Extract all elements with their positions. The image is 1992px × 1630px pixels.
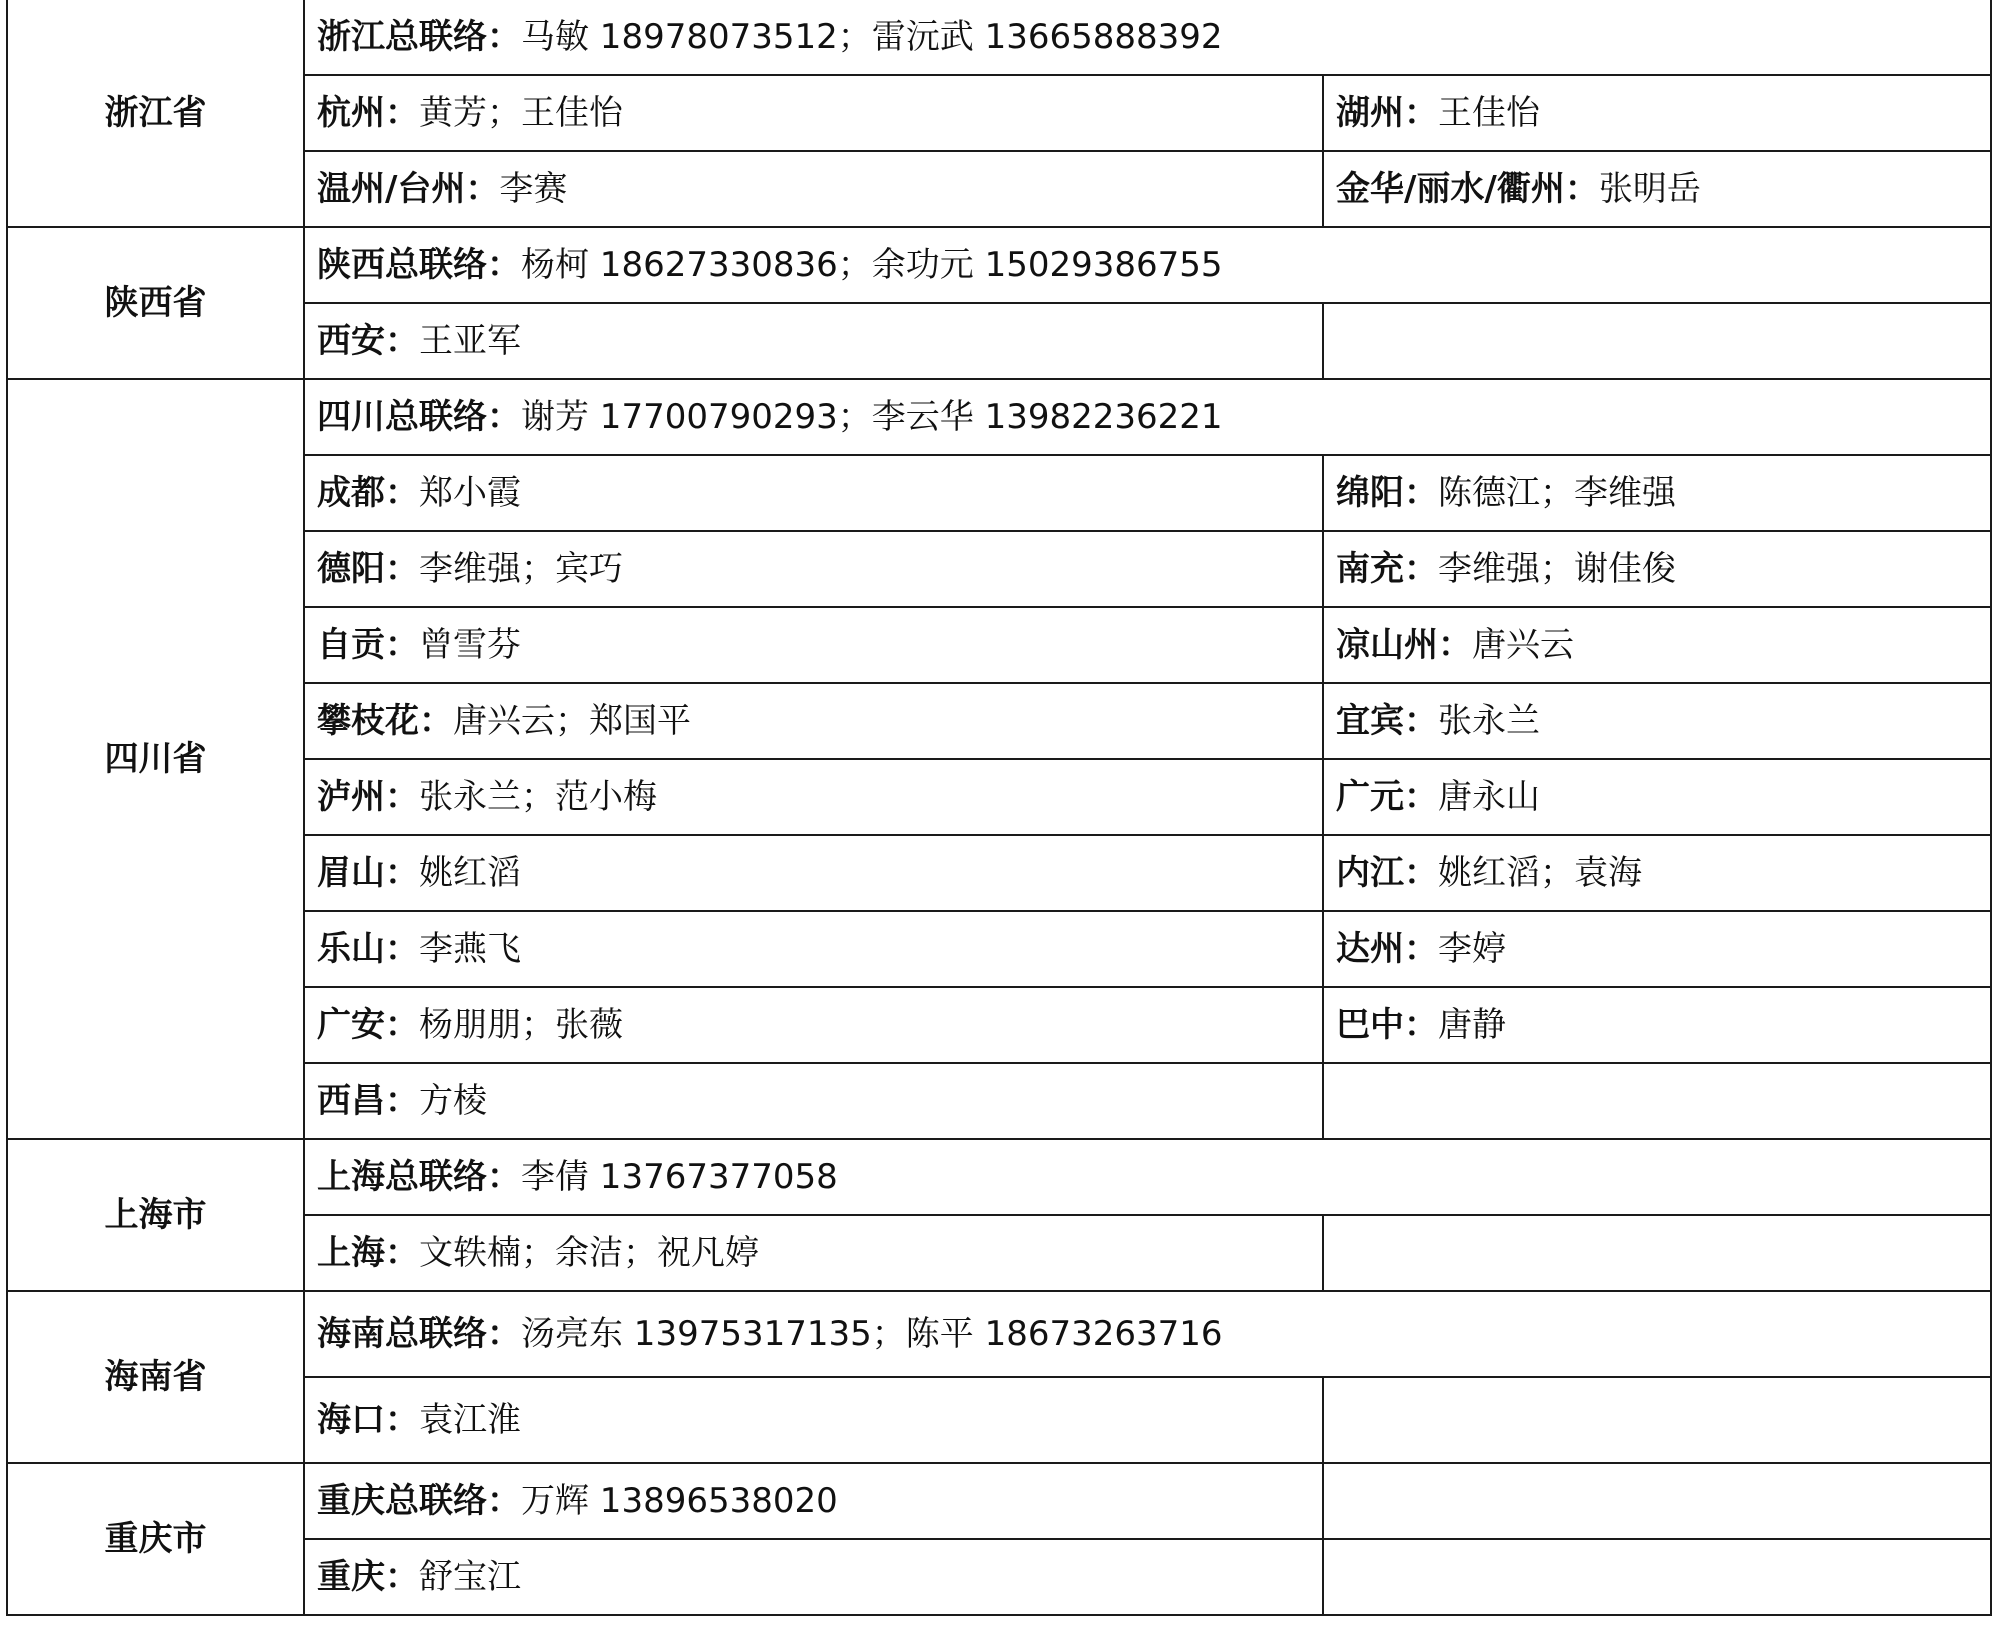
contact-label: 海南总联络 — [317, 1314, 487, 1354]
contact-names: 李燕飞 — [419, 929, 521, 969]
label-separator: ： — [419, 701, 453, 741]
contact-cell — [1323, 607, 1991, 683]
label-separator: ： — [487, 397, 521, 437]
contact-names: 姚红滔；袁海 — [1438, 853, 1642, 893]
label-separator: ： — [385, 321, 419, 361]
label-separator: ： — [487, 245, 521, 285]
contact-label: 内江 — [1336, 853, 1404, 893]
label-separator: ： — [385, 777, 419, 817]
label-separator: ： — [487, 1157, 521, 1197]
contact-names: 唐兴云 — [1472, 625, 1574, 665]
contact-names: 张永兰；范小梅 — [419, 777, 657, 817]
contact-names: 李维强；宾巧 — [419, 549, 623, 589]
label-separator: ： — [487, 1314, 521, 1354]
label-separator: ： — [385, 1081, 419, 1121]
label-separator: ： — [385, 1233, 419, 1273]
province-name: 上海市 — [7, 1139, 304, 1291]
contact-label: 金华/丽水/衢州 — [1336, 169, 1565, 209]
label-separator: ： — [385, 853, 419, 893]
contact-cell — [304, 759, 1323, 835]
contact-label: 乐山 — [317, 929, 385, 969]
contact-cell — [304, 151, 1323, 227]
city-row — [7, 987, 1991, 1063]
label-separator: ： — [465, 169, 500, 209]
contact-label: 海口 — [317, 1400, 385, 1440]
city-row — [7, 835, 1991, 911]
contact-label: 浙江总联络 — [317, 17, 487, 57]
contact-cell — [1323, 911, 1991, 987]
label-separator: ： — [1404, 853, 1438, 893]
city-row — [7, 455, 1991, 531]
province-general-row — [7, 1291, 1991, 1377]
province-name: 陕西省 — [7, 227, 304, 379]
contact-label: 西昌 — [317, 1081, 385, 1121]
contact-label: 德阳 — [317, 549, 385, 589]
contact-label: 温州/台州 — [317, 169, 466, 209]
contact-names: 袁江淮 — [419, 1400, 521, 1440]
city-row — [7, 1539, 1991, 1615]
label-separator: ： — [1404, 549, 1438, 589]
contact-names: 汤亮东 13975317135；陈平 18673263716 — [521, 1314, 1223, 1354]
contact-names: 李赛 — [499, 169, 568, 209]
label-separator: ： — [1404, 929, 1438, 969]
general-contact-cell — [304, 227, 1991, 303]
contact-cell — [304, 607, 1323, 683]
contact-cell — [304, 75, 1323, 151]
contact-cell — [1323, 455, 1991, 531]
empty-cell — [1323, 1463, 1991, 1539]
general-contact-cell — [304, 0, 1991, 75]
province-name: 海南省 — [7, 1291, 304, 1463]
empty-cell — [1323, 1539, 1991, 1615]
contact-cell — [304, 1539, 1323, 1615]
label-separator: ： — [385, 1557, 419, 1597]
empty-cell — [1323, 1063, 1991, 1139]
contact-label: 眉山 — [317, 853, 385, 893]
contact-label: 绵阳 — [1336, 473, 1404, 513]
contact-names: 李倩 13767377058 — [521, 1157, 838, 1197]
contact-cell — [304, 835, 1323, 911]
label-separator: ： — [385, 625, 419, 665]
contact-names: 唐永山 — [1438, 777, 1540, 817]
label-separator: ： — [1404, 1005, 1438, 1045]
label-separator: ： — [1404, 701, 1438, 741]
province-name: 四川省 — [7, 379, 304, 1139]
contact-cell — [304, 1377, 1323, 1463]
contact-names: 唐静 — [1438, 1005, 1506, 1045]
contact-names: 张明岳 — [1598, 169, 1701, 209]
contact-cell — [304, 683, 1323, 759]
contact-cell — [304, 1215, 1323, 1291]
contact-label: 成都 — [317, 473, 385, 513]
province-name: 浙江省 — [7, 0, 304, 227]
contact-names: 张永兰 — [1438, 701, 1540, 741]
contact-cell — [304, 1063, 1323, 1139]
city-row — [7, 1063, 1991, 1139]
contact-cell — [304, 531, 1323, 607]
contact-cell — [1323, 151, 1991, 227]
contact-label: 泸州 — [317, 777, 385, 817]
contact-label: 自贡 — [317, 625, 385, 665]
contact-label: 南充 — [1336, 549, 1404, 589]
contact-label: 凉山州 — [1336, 625, 1438, 665]
contact-label: 上海 — [317, 1233, 385, 1273]
contact-names: 杨柯 18627330836；余功元 15029386755 — [521, 245, 1223, 285]
contact-cell — [304, 455, 1323, 531]
contact-names: 李婷 — [1438, 929, 1506, 969]
general-contact-cell — [304, 1139, 1991, 1215]
province-general-row — [7, 379, 1991, 455]
contact-names: 谢芳 17700790293；李云华 13982236221 — [521, 397, 1223, 437]
contact-cell — [304, 911, 1323, 987]
label-separator: ： — [1404, 93, 1438, 133]
label-separator: ： — [1438, 625, 1472, 665]
contact-names: 王佳怡 — [1438, 93, 1540, 133]
general-contact-cell — [304, 1463, 1323, 1539]
contact-cell — [1323, 683, 1991, 759]
empty-cell — [1323, 1377, 1991, 1463]
contact-label: 重庆 — [317, 1557, 385, 1597]
contact-names: 文轶楠；余洁；祝凡婷 — [419, 1233, 759, 1273]
contact-cell — [304, 987, 1323, 1063]
contact-label: 重庆总联络 — [317, 1481, 487, 1521]
city-row — [7, 1377, 1991, 1463]
contact-names: 万辉 13896538020 — [521, 1481, 838, 1521]
contact-names: 王亚军 — [419, 321, 521, 361]
contact-cell — [1323, 835, 1991, 911]
contact-cell — [1323, 531, 1991, 607]
contact-label: 巴中 — [1336, 1005, 1404, 1045]
contact-names: 马敏 18978073512；雷沅武 13665888392 — [521, 17, 1223, 57]
city-row — [7, 531, 1991, 607]
city-row — [7, 683, 1991, 759]
contact-cell — [1323, 759, 1991, 835]
province-general-row — [7, 227, 1991, 303]
city-row — [7, 911, 1991, 987]
contact-label: 上海总联络 — [317, 1157, 487, 1197]
contact-names: 舒宝江 — [419, 1557, 521, 1597]
city-row — [7, 607, 1991, 683]
contact-label: 攀枝花 — [317, 701, 419, 741]
contact-label: 陕西总联络 — [317, 245, 487, 285]
contact-label: 广元 — [1336, 777, 1404, 817]
contact-label: 西安 — [317, 321, 385, 361]
province-general-row — [7, 0, 1991, 75]
contact-names: 方棱 — [419, 1081, 487, 1121]
contact-names: 唐兴云；郑国平 — [453, 701, 691, 741]
city-row — [7, 1215, 1991, 1291]
contacts-table — [6, 0, 1992, 1616]
city-row — [7, 759, 1991, 835]
contact-label: 四川总联络 — [317, 397, 487, 437]
label-separator: ： — [385, 473, 419, 513]
label-separator: ： — [385, 549, 419, 589]
label-separator: ： — [1404, 473, 1438, 513]
contact-label: 湖州 — [1336, 93, 1404, 133]
contact-cell — [304, 303, 1323, 379]
contact-label: 杭州 — [317, 93, 385, 133]
contact-label: 达州 — [1336, 929, 1404, 969]
label-separator: ： — [1564, 169, 1599, 209]
contact-names: 杨朋朋；张薇 — [419, 1005, 623, 1045]
contact-names: 姚红滔 — [419, 853, 521, 893]
general-contact-cell — [304, 1291, 1991, 1377]
contact-label: 宜宾 — [1336, 701, 1404, 741]
general-contact-cell — [304, 379, 1991, 455]
city-row — [7, 151, 1991, 227]
contact-label: 广安 — [317, 1005, 385, 1045]
city-row — [7, 303, 1991, 379]
contact-names: 李维强；谢佳俊 — [1438, 549, 1676, 589]
province-general-row — [7, 1463, 1991, 1539]
contact-names: 曾雪芬 — [419, 625, 521, 665]
label-separator: ： — [385, 1400, 419, 1440]
province-general-row — [7, 1139, 1991, 1215]
label-separator: ： — [487, 1481, 521, 1521]
label-separator: ： — [385, 929, 419, 969]
province-name: 重庆市 — [7, 1463, 304, 1615]
contact-cell — [1323, 75, 1991, 151]
empty-cell — [1323, 1215, 1991, 1291]
label-separator: ： — [487, 17, 521, 57]
contact-cell — [1323, 987, 1991, 1063]
contact-names: 陈德江；李维强 — [1438, 473, 1676, 513]
contact-names: 黄芳；王佳怡 — [419, 93, 623, 133]
label-separator: ： — [1404, 777, 1438, 817]
city-row — [7, 75, 1991, 151]
label-separator: ： — [385, 93, 419, 133]
label-separator: ： — [385, 1005, 419, 1045]
empty-cell — [1323, 303, 1991, 379]
contact-names: 郑小霞 — [419, 473, 521, 513]
